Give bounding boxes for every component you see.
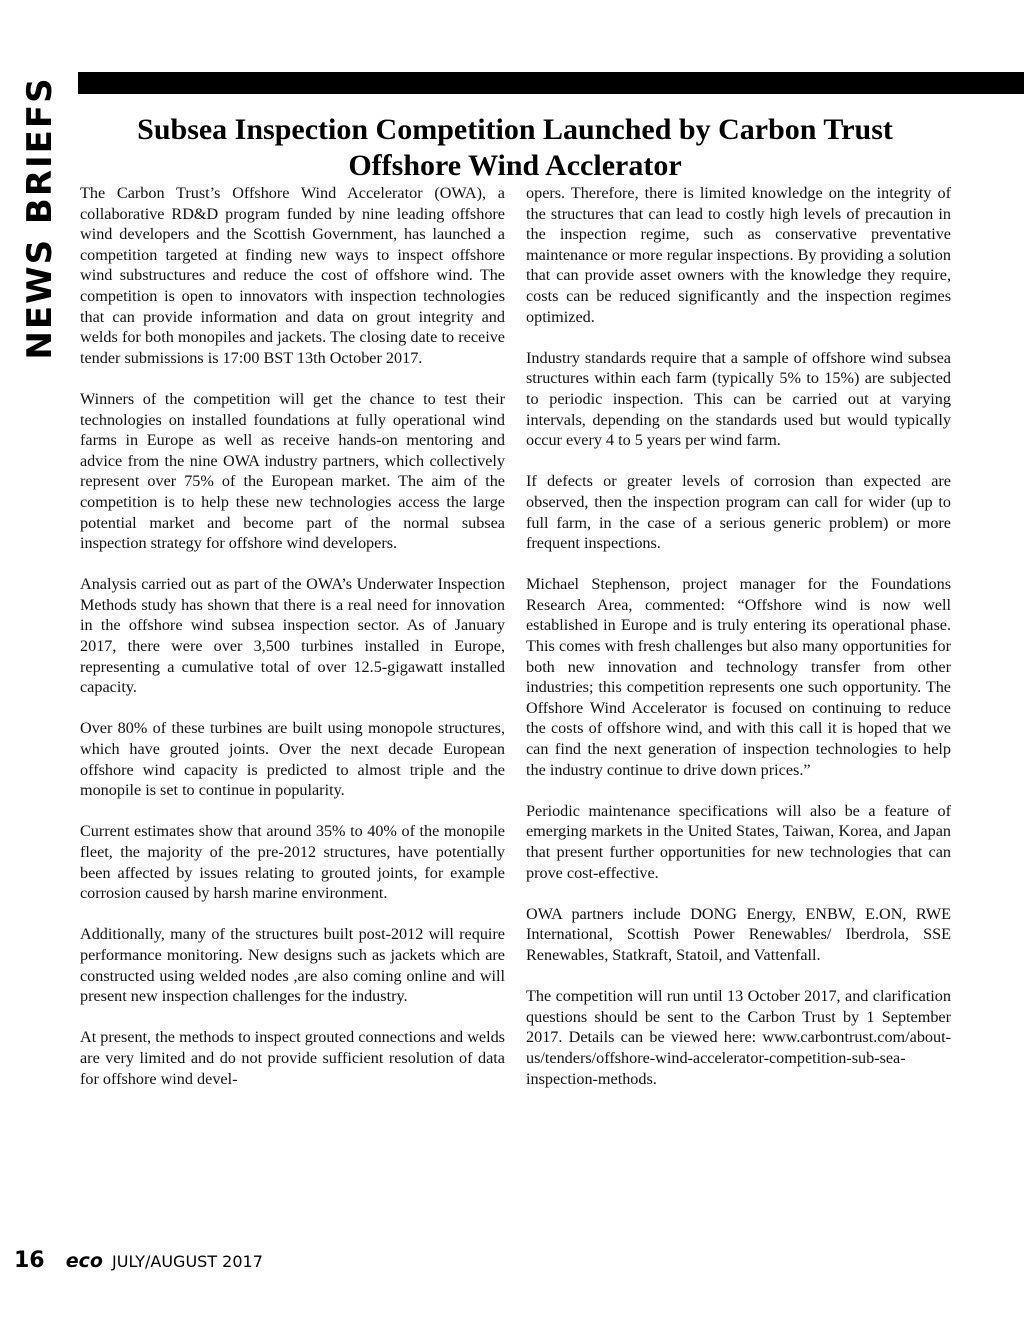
section-header-bar (0, 72, 1024, 94)
article-paragraph: Winners of the competition will get the chance to test their technologies on installed foundations at fully operational wind farms in Europe as well as receive hands-on mentoring and advice from the nine OWA industry partners, which collectively represent over 75% of the European market. The aim of the competition is to help these new technologies access the large potential market and become part of the normal subsea inspection strategy for offshore wind developers. (80, 389, 505, 553)
article-paragraph: Additionally, many of the structures built post-2012 will require performance monitoring. New designs such as jackets which are constructed using welded nodes ,are also coming online and will present new inspection challenges for the industry. (80, 925, 505, 1006)
section-tab (0, 28, 78, 358)
magazine-name: eco (65, 1250, 103, 1272)
article-paragraph: opers. Therefore, there is limited knowledge on the integrity of the structures that can lead to costly high levels of precaution in the inspection regime, such as conservative preventative maintenance or more regular inspections. By providing a solution that can provide asset owners with the knowledge they require, costs can be reduced significantly and the inspection regimes optimized. (526, 184, 951, 326)
article-paragraph: Over 80% of these turbines are built using monopole structures, which have grouted joints. Over the next decade European offshore wind capacity is predicted to almost triple and the monopile is set to continue in popularity. (80, 719, 505, 800)
article-paragraph: The Carbon Trust’s Offshore Wind Accelerator (OWA), a collaborative RD&D program funded by nine leading offshore wind developers and the Scottish Government, has launched a competition targeted at finding new ways to inspect offshore wind substructures and reduce the cost of offshore wind. The competition is open to innovators with inspection technologies that can provide information and data on grout integrity and welds for both monopiles and jackets. The closing date to receive tender submissions is 17:00 BST 13th October 2017. (80, 184, 505, 367)
page-footer (14, 1248, 263, 1273)
article-paragraph: Industry standards require that a sample of offshore wind subsea structures within each farm (typically 5% to 15%) are subjected to periodic inspection. This can be carried out at varying intervals, depending on the standards used but would typically occur every 4 to 5 years per wind farm. (526, 348, 951, 450)
article-paragraph: Analysis carried out as part of the OWA’s Underwater Inspection Methods study has shown that there is a real need for innovation in the offshore wind subsea inspection sector. As of January 2017, there were over 3,500 turbines installed in Europe, representing a cumulative total of over 12.5-gigawatt installed capacity. (80, 575, 505, 697)
article-paragraph: At present, the methods to inspect grouted connections and welds are very limited and do not provide sufficient resolution of data for offshore wind devel- (80, 1028, 505, 1088)
article-column-left (80, 183, 505, 1110)
section-label: NEWS BRIEFS (20, 76, 60, 360)
article-paragraph: OWA partners include DONG Energy, ENBW, E.ON, RWE International, Scottish Power Renewables/ Iberdrola, SSE Renewables, Statkraft, Statoil, and Vattenfall. (526, 904, 951, 964)
article-paragraph: If defects or greater levels of corrosion than expected are observed, then the inspection program can call for wider (up to full farm, in the case of a serious generic problem) or more frequent inspections. (526, 472, 951, 553)
article-paragraph: Periodic maintenance specifications will also be a feature of emerging markets in the United States, Taiwan, Korea, and Japan that present further opportunities for new technologies that can prove cost-effective. (526, 801, 951, 882)
issue-date: JULY/AUGUST 2017 (112, 1252, 263, 1271)
article-headline: Subsea Inspection Competition Launched by Carbon Trust Offshore Wind Acclerator (137, 113, 893, 182)
article-paragraph: Current estimates show that around 35% to 40% of the monopile fleet, the majority of the pre-2012 structures, have potentially been affected by issues relating to grouted joints, for example corrosion caused by harsh marine environment. (80, 822, 505, 903)
article-column-right (526, 183, 951, 1110)
page-number: 16 (14, 1248, 45, 1273)
article-paragraph: The competition will run until 13 October 2017, and clarification questions should be sent to the Carbon Trust by 1 September 2017. Details can be viewed here: www.carbontrust.com/about-us/tenders/offshore-wind-accelerator-competition-sub-sea-inspection-methods. (526, 987, 951, 1088)
article-paragraph: Michael Stephenson, project manager for the Foundations Research Area, commented: “Offshore wind is now well established in Europe and is truly entering its operational phase. This comes with fresh challenges but also many opportunities for both new innovation and technology transfer from other industries; this competition represents one such opportunity. The Offshore Wind Accelerator is focused on continuing to reduce the costs of offshore wind, and with this call it is hoped that we can find the next generation of inspection technologies to help the industry continue to drive down prices.” (526, 575, 951, 779)
